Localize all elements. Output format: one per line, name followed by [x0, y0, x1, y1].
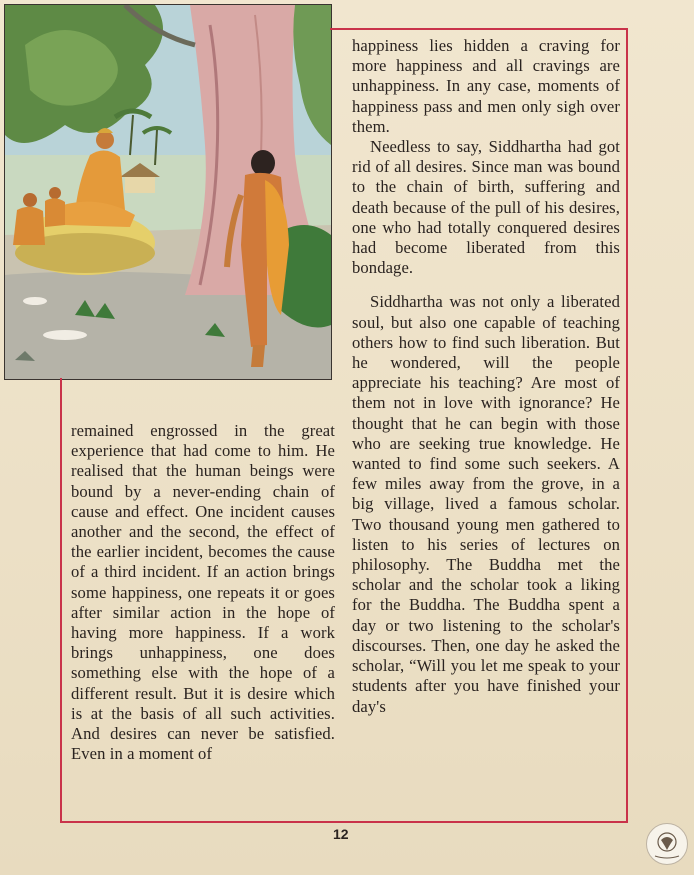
page-number: 12	[333, 826, 349, 842]
illustration-art	[5, 5, 331, 379]
frame-rule-bottom	[60, 821, 628, 823]
right-text-column	[352, 36, 620, 717]
frame-rule-left-side	[60, 378, 62, 822]
left-paragraph: remained engrossed in the great experience that had come to him. He realised that the human beings were bound by a never-ending chain of cause and effect. One incident causes another and the second, the effect of the earlier incident, becomes the cause of a third incident. If an action brings some happiness, one repeats it or goes after similar action in the hope of having more happiness. If a work brings unhappiness, one does something else with the hope of a different result. But it is desire which is at the basis of all such activities. And desires can never be satisfied. Even in a moment of	[71, 421, 335, 764]
right-paragraph-2: Needless to say, Siddhartha had got rid of all desires. Since man was bound to the chain of birth, suffering and death because of the pull of his desires, one who had totally conquered desires had become liberated from this bondage.	[352, 137, 620, 278]
frame-rule-right-side	[626, 28, 628, 822]
library-stamp-icon	[646, 823, 688, 865]
right-paragraph-3: Siddhartha was not only a liberated soul, but also one capable of teaching others how to find such liberation. But he wondered, will the people appreciate his teaching? Are most of them not in love with ignorance? He thought that he can begin with those who are seeking true knowledge. He wanted to find some such seekers. A few miles away from the grove, in a big village, lived a famous scholar. Two thousand young men gathered to listen to his series of lectures on philosophy. The Buddha met the scholar and the scholar took a liking for the Buddha. The Buddha spent a day or two listening to the scholar's discourses. Then, one day he asked the scholar, “Will you let me speak to your students after you have finished your day's	[352, 292, 620, 716]
right-paragraph-1: happiness lies hidden a craving for more happiness and all cravings are unhappiness. In any case, moments of happiness pass and men only sigh over them.	[352, 36, 620, 136]
frame-rule-right-column-top	[330, 28, 628, 30]
left-text-column	[71, 421, 335, 764]
story-illustration	[4, 4, 332, 380]
